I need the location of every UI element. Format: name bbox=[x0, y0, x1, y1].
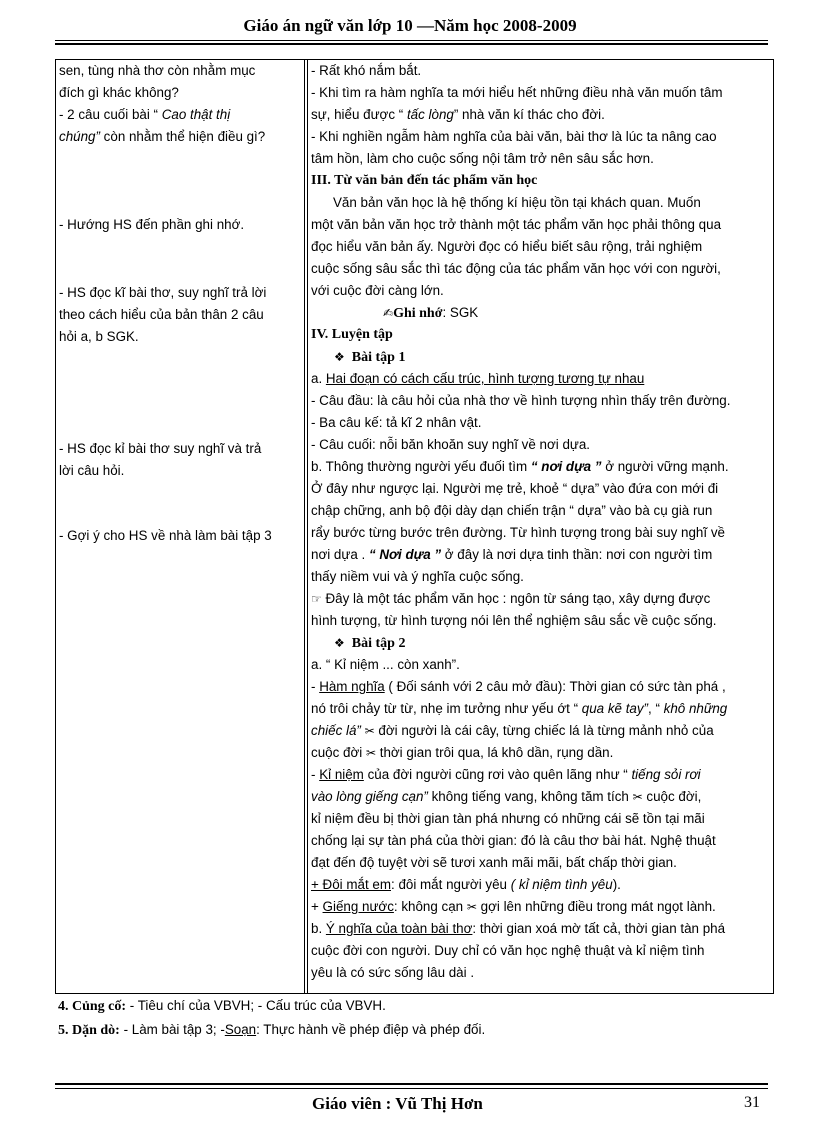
header-rule-thick bbox=[55, 43, 768, 45]
underlined-text: Hai đoạn có cách cấu trúc, hình tượng tương tự nhau bbox=[325, 371, 645, 386]
right-line bbox=[311, 591, 710, 607]
text: ” nhà văn kí thác cho đời. bbox=[453, 107, 605, 122]
text: thời gian trôi qua, lá khô dần, rụng dần. bbox=[376, 745, 614, 760]
right-line: Ở đây như ngược lại. Người mẹ trẻ, khoẻ “ dựa” vào đứa con mới đi bbox=[311, 481, 719, 496]
right-line: - Ba câu kế: tả kĩ 2 nhân vật. bbox=[311, 415, 482, 430]
left-line: - Gợi ý cho HS về nhà làm bài tập 3 bbox=[59, 528, 272, 543]
text: của đời người cũng rơi vào quên lãng như “ bbox=[363, 767, 632, 782]
left-line: - HS đọc kỉ bài thơ suy nghĩ và trả bbox=[59, 441, 262, 456]
text: : không cạn bbox=[393, 899, 467, 914]
right-line bbox=[311, 679, 726, 695]
page-header-title: Giáo án ngữ văn lớp 10 —Năm học 2008-2009 bbox=[243, 16, 577, 35]
text: - bbox=[311, 679, 320, 694]
right-line bbox=[311, 371, 644, 387]
underlined-text: Hàm nghĩa bbox=[319, 679, 385, 694]
poem-title: chúng” bbox=[59, 129, 100, 144]
right-line: với cuộc đời càng lớn. bbox=[311, 283, 444, 298]
diamond-bullet-icon: ❖ bbox=[334, 350, 345, 364]
text: a. bbox=[311, 371, 326, 386]
emphasis: “ Nơi dựa ” bbox=[368, 547, 442, 562]
underlined-text: + Đôi mắt em bbox=[311, 877, 391, 892]
note-text: - Tiêu chí của VBVH; - Cấu trúc của VBVH. bbox=[126, 998, 386, 1013]
text: không tiếng vang, không tăm tích bbox=[427, 789, 633, 804]
right-line bbox=[311, 767, 701, 783]
text: đời người là cái cây, từng chiếc lá là từng mảnh nhỏ của bbox=[374, 723, 714, 738]
poem-title: Cao thật thị bbox=[161, 107, 231, 122]
scissors-icon: ✂ bbox=[365, 746, 376, 760]
right-line: hình tượng, từ hình tượng nói lên thể nghiệm sâu sắc về cuộc sống. bbox=[311, 613, 717, 628]
page-number: 31 bbox=[744, 1094, 760, 1111]
right-line bbox=[311, 701, 727, 717]
right-line bbox=[311, 745, 613, 761]
right-line: kỉ niệm đều bị thời gian tàn phá nhưng có những cái sẽ tồn tại mãi bbox=[311, 811, 705, 826]
left-line: sen, tùng nhà thơ còn nhằm mục bbox=[59, 63, 256, 78]
right-line: đọc hiểu văn bản ấy. Người đọc có hiểu biết sâu rộng, trải nghiệm bbox=[311, 239, 703, 254]
right-line: cuộc sống sâu sắc thì tác động của tác phẩm văn học với con người, bbox=[311, 261, 721, 276]
left-line: theo cách hiểu của bản thân 2 câu bbox=[59, 307, 264, 322]
note-text: - Làm bài tập 3; - bbox=[119, 1022, 225, 1037]
right-line bbox=[311, 789, 701, 805]
text: : SGK bbox=[442, 305, 479, 320]
left-line: lời câu hỏi. bbox=[59, 463, 125, 478]
right-line bbox=[311, 899, 716, 915]
scissors-icon: ✂ bbox=[364, 724, 375, 738]
footer-rule-thick bbox=[55, 1083, 768, 1085]
text: b. bbox=[311, 921, 326, 936]
right-line bbox=[311, 921, 725, 937]
text: ). bbox=[612, 877, 621, 892]
quote: khô những bbox=[663, 701, 728, 716]
left-line bbox=[59, 129, 265, 145]
label: Bài tập 1 bbox=[351, 350, 406, 365]
right-line: yêu là có sức sống lâu dài . bbox=[311, 965, 475, 980]
exercise-heading bbox=[334, 635, 405, 652]
right-line: một văn bản văn học trở thành một tác phẩm văn học phải thông qua bbox=[311, 217, 722, 232]
section-heading: III. Từ văn bản đến tác phẩm văn học bbox=[311, 173, 538, 188]
underlined-text: Ý nghĩa của toàn bài thơ bbox=[325, 921, 473, 936]
right-line: thấy niềm vui và ý nghĩa cuộc sống. bbox=[311, 569, 524, 584]
right-line: - Khi nghiền ngẫm hàm nghĩa của bài văn, bài thơ là lúc ta nâng cao bbox=[311, 129, 717, 144]
right-line bbox=[311, 459, 729, 475]
right-line: Văn bản văn học là hệ thống kí hiệu tồn tại khách quan. Muốn bbox=[333, 195, 701, 210]
section-heading: IV. Luyện tập bbox=[311, 327, 393, 342]
text: nơi dựa . bbox=[311, 547, 369, 562]
right-line: - Khi tìm ra hàm nghĩa ta mới hiểu hết những điều nhà văn muốn tâm bbox=[311, 85, 723, 100]
scissors-icon: ✂ bbox=[466, 900, 477, 914]
note-label: 4. Củng cố: bbox=[58, 999, 127, 1014]
column-divider-double bbox=[307, 60, 308, 993]
exercise-heading bbox=[334, 349, 405, 366]
left-text: còn nhằm thể hiện điều gì? bbox=[99, 129, 266, 144]
underlined-text: Giếng nước bbox=[322, 899, 394, 914]
homework-note bbox=[58, 1022, 485, 1039]
quote: tấc lòng bbox=[406, 107, 454, 122]
emphasis: “ nơi dựa ” bbox=[530, 459, 602, 474]
teacher-name: Giáo viên : Vũ Thị Hơn bbox=[312, 1094, 483, 1113]
quote: vào lòng giếng cạn” bbox=[311, 789, 428, 804]
consolidation-note bbox=[58, 998, 386, 1015]
right-line: rẩy bước từng bước trên đường. Từ hình tượng trong bài suy nghĩ về bbox=[311, 525, 725, 540]
right-line bbox=[311, 723, 714, 739]
text: cuộc đời bbox=[311, 745, 366, 760]
underlined-text: Kỉ niệm bbox=[319, 767, 364, 782]
label: Ghi nhớ bbox=[393, 306, 443, 321]
label: Bài tập 2 bbox=[351, 636, 406, 651]
right-line bbox=[311, 107, 605, 123]
text: nó trôi chảy từ từ, nhẹ im tưởng như yếu ớt “ bbox=[311, 701, 582, 716]
right-line bbox=[311, 877, 621, 893]
right-line bbox=[311, 547, 712, 563]
column-divider bbox=[304, 60, 305, 993]
right-line: - Câu cuối: nỗi băn khoăn suy nghĩ về nơi dựa. bbox=[311, 437, 591, 452]
right-line: - Câu đầu: là câu hỏi của nhà thơ về hình tượng nhìn thấy trên đường. bbox=[311, 393, 731, 408]
right-line: tâm hồn, làm cho cuộc sống nội tâm trở nên sâu sắc hơn. bbox=[311, 151, 654, 166]
text: ở đây là nơi dựa tinh thần: nơi con người tìm bbox=[441, 547, 713, 562]
left-text: - 2 câu cuối bài “ bbox=[59, 107, 162, 122]
scissors-icon: ✂ bbox=[632, 790, 643, 804]
quote: ( kỉ niệm tình yêu bbox=[510, 877, 613, 892]
right-column bbox=[311, 60, 771, 993]
left-line bbox=[59, 107, 230, 123]
left-line: - Hướng HS đến phần ghi nhớ. bbox=[59, 217, 245, 232]
underlined-text: Soạn bbox=[224, 1022, 257, 1037]
lesson-table bbox=[55, 59, 774, 994]
right-line: chập chững, anh bộ đội dày dạn chiến trận “ dựa” vào bà cụ già run bbox=[311, 503, 713, 518]
left-line: hỏi a, b SGK. bbox=[59, 329, 139, 344]
text: - bbox=[311, 767, 320, 782]
quote: chiếc lá” bbox=[311, 723, 361, 738]
right-line: cuộc đời con người. Duy chỉ có văn học nghệ thuật và kỉ niệm tình bbox=[311, 943, 705, 958]
note-text: : Thực hành về phép điệp và phép đối. bbox=[256, 1022, 486, 1037]
text: : đôi mắt người yêu bbox=[391, 877, 511, 892]
right-line: a. “ Kỉ niệm ... còn xanh”. bbox=[311, 657, 460, 672]
text: sự, hiểu được “ bbox=[311, 107, 407, 122]
right-line bbox=[383, 305, 478, 322]
right-line: chống lại sự tàn phá của thời gian: đó là câu thơ bài hát. Nghệ thuật bbox=[311, 833, 716, 848]
writing-hand-icon: ✍ bbox=[383, 306, 394, 320]
right-line: - Rất khó nắm bắt. bbox=[311, 63, 422, 78]
footer-rule-thin bbox=[55, 1088, 768, 1089]
text: : thời gian xoá mờ tất cả, thời gian tàn phá bbox=[472, 921, 726, 936]
left-line: - HS đọc kĩ bài thơ, suy nghĩ trả lời bbox=[59, 285, 267, 300]
left-line: đích gì khác không? bbox=[59, 85, 179, 100]
text: ở người vững mạnh. bbox=[601, 459, 729, 474]
left-column bbox=[59, 60, 302, 993]
text: + bbox=[311, 899, 323, 914]
text: gợi lên những điều trong mát ngọt lành. bbox=[476, 899, 716, 914]
text: cuộc đời, bbox=[642, 789, 702, 804]
quote: qua kẽ tay” bbox=[581, 701, 649, 716]
note-label: 5. Dặn dò: bbox=[58, 1023, 120, 1038]
text: b. Thông thường người yếu đuối tìm bbox=[311, 459, 531, 474]
text: , “ bbox=[648, 701, 664, 716]
right-line: đạt đến độ tuyệt vời sẽ tươi xanh mãi mãi, bất chấp thời gian. bbox=[311, 855, 677, 870]
text: ( Đối sánh với 2 câu mở đầu): Thời gian có sức tàn phá , bbox=[384, 679, 726, 694]
quote: tiếng sỏi rơi bbox=[631, 767, 701, 782]
pointing-hand-icon: ☞ bbox=[311, 592, 322, 606]
header-rule-thin bbox=[55, 40, 768, 41]
text: Đây là một tác phẩm văn học : ngôn từ sáng tạo, xây dựng được bbox=[321, 591, 711, 606]
diamond-bullet-icon: ❖ bbox=[334, 636, 345, 650]
